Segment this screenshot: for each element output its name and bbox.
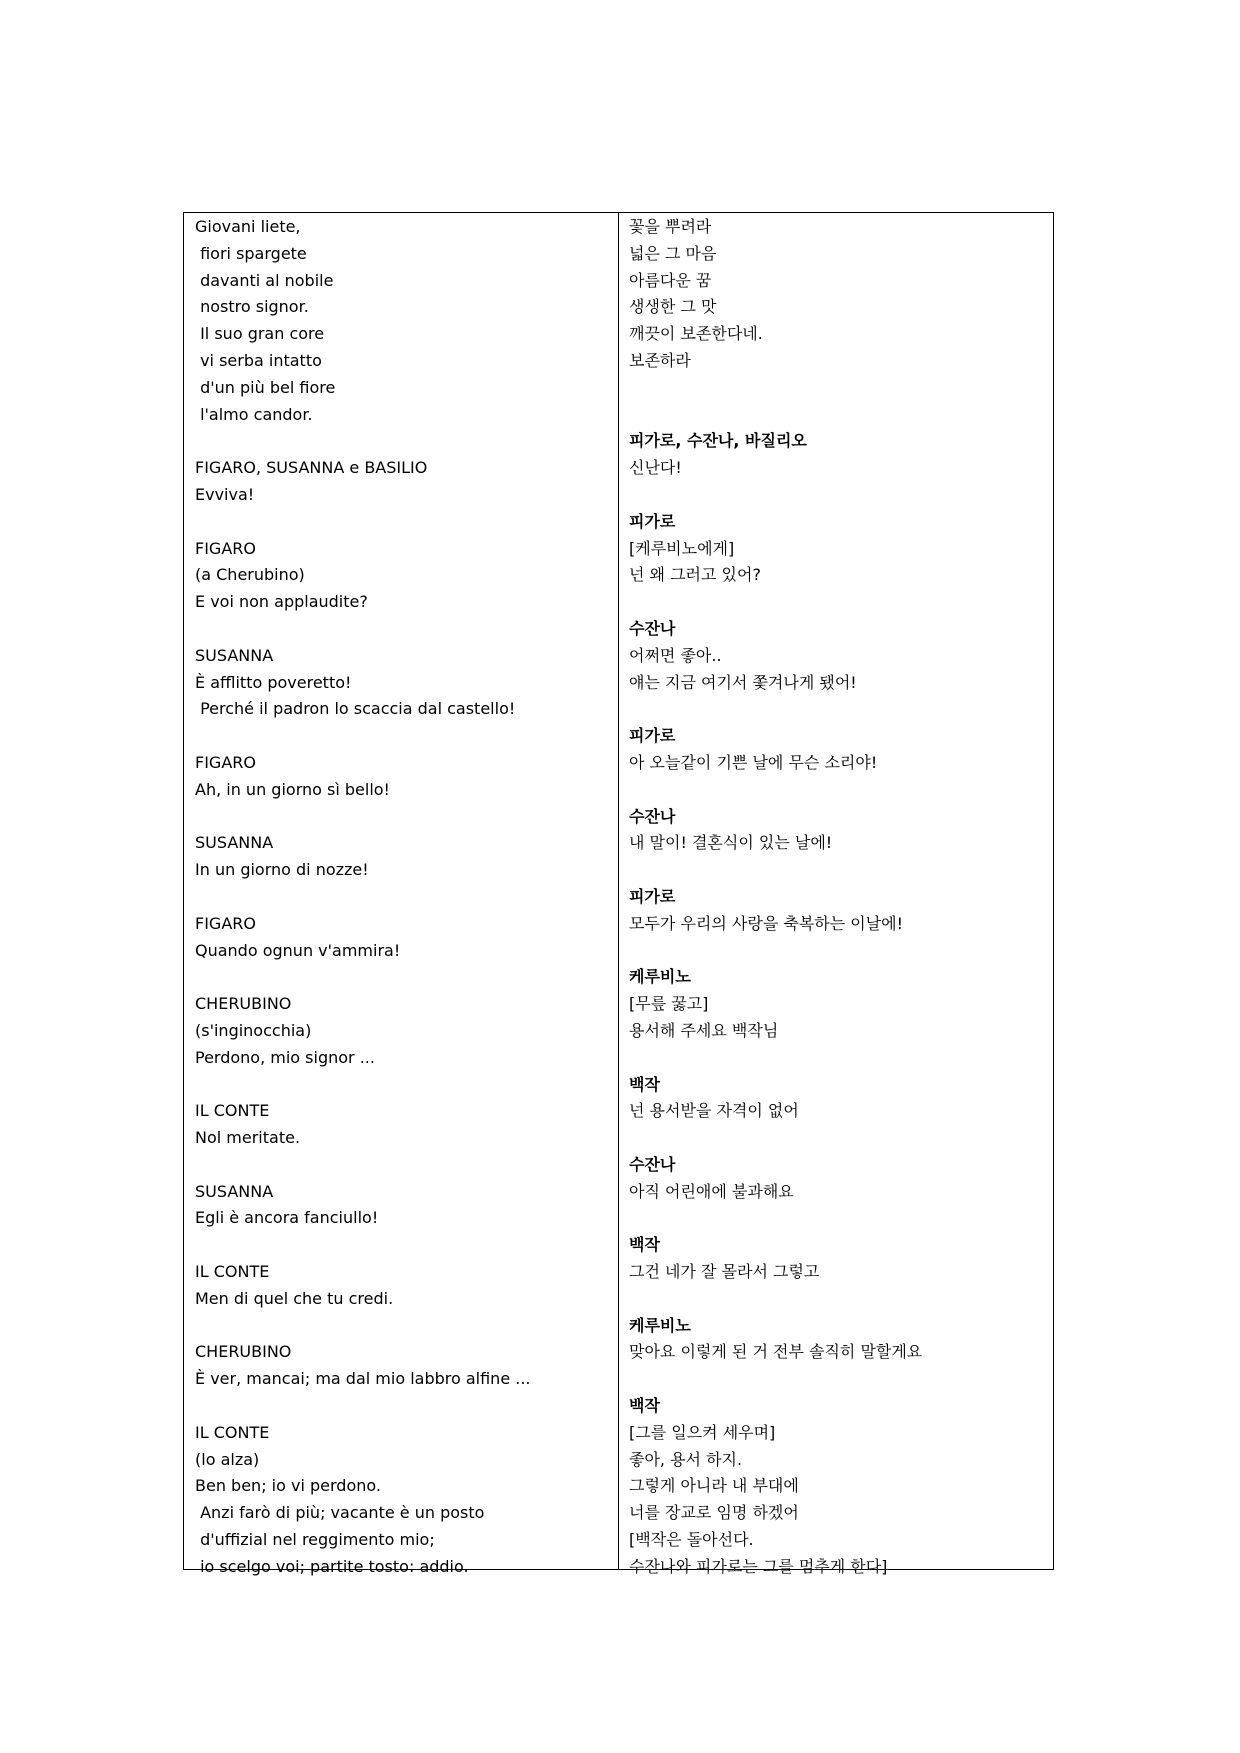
korean-line: 그건 네가 잘 몰라서 그렇고 xyxy=(629,1262,820,1282)
italian-line: Ben ben; io vi perdono. xyxy=(195,1476,381,1496)
italian-line xyxy=(195,616,609,643)
italian-line: d'un più bel fiore xyxy=(195,377,336,397)
korean-line: 생생한 그 맛 xyxy=(629,297,717,317)
italian-line xyxy=(195,1152,609,1179)
italian-line: (a Cherubino) xyxy=(195,565,305,585)
italian-line: FIGARO xyxy=(195,752,256,772)
italian-line: Perdono, mio signor ... xyxy=(195,1047,375,1067)
italian-line: l'almo candor. xyxy=(195,404,313,424)
italian-line xyxy=(195,1072,609,1099)
korean-line: 아 오늘같이 기쁜 날에 무슨 소리야! xyxy=(629,752,878,772)
italian-line: Perché il padron lo scaccia dal castello! xyxy=(195,699,516,719)
korean-speaker: 수잔나 xyxy=(629,1154,676,1174)
korean-line xyxy=(629,696,1044,723)
korean-line xyxy=(629,938,1044,965)
italian-line: IL CONTE xyxy=(195,1101,270,1121)
italian-column xyxy=(184,213,619,1576)
korean-line: 어쩌면 좋아.. xyxy=(629,645,722,665)
italian-line: Evviva! xyxy=(195,484,255,504)
korean-line: 모두가 우리의 사랑을 축복하는 이날에! xyxy=(629,913,904,933)
korean-line xyxy=(629,857,1044,884)
italian-line: davanti al nobile xyxy=(195,270,334,290)
italian-line xyxy=(195,723,609,750)
korean-speaker: 피가로 xyxy=(629,886,676,906)
korean-line: 너를 장교로 임명 하겠어 xyxy=(629,1503,799,1523)
italian-line: FIGARO xyxy=(195,913,256,933)
korean-speaker: 케루비노 xyxy=(629,1315,691,1335)
italian-line xyxy=(195,428,609,455)
italian-line: SUSANNA xyxy=(195,645,274,665)
korean-line xyxy=(629,402,1044,429)
italian-line: SUSANNA xyxy=(195,833,274,853)
italian-line: Anzi farò di più; vacante è un posto xyxy=(195,1503,485,1523)
korean-speaker: 백작 xyxy=(629,1235,660,1255)
italian-line: Il suo gran core xyxy=(195,324,325,344)
korean-line: 꽃을 뿌려라 xyxy=(629,217,712,236)
libretto-table xyxy=(183,212,1054,1576)
italian-line xyxy=(195,964,609,991)
italian-line: È ver, mancai; ma dal mio labbro alfine ... xyxy=(195,1369,531,1389)
korean-line: 깨끗이 보존한다네. xyxy=(629,324,763,344)
italian-line: IL CONTE xyxy=(195,1422,270,1442)
italian-line: d'uffizial nel reggimento mio; xyxy=(195,1530,435,1550)
korean-line xyxy=(629,1045,1044,1072)
italian-line xyxy=(195,804,609,831)
korean-line: 내 말이! 결혼식이 있는 날에! xyxy=(629,833,833,853)
italian-line: E voi non applaudite? xyxy=(195,592,368,612)
korean-line: 아직 어린애에 불과해요 xyxy=(629,1181,794,1201)
italian-line xyxy=(195,509,609,536)
korean-line xyxy=(629,589,1044,616)
korean-line: 좋아, 용서 하지. xyxy=(629,1449,743,1469)
korean-speaker: 수잔나 xyxy=(629,618,676,638)
korean-line xyxy=(629,777,1044,804)
korean-line xyxy=(629,482,1044,509)
italian-line xyxy=(195,1232,609,1259)
italian-line: Nol meritate. xyxy=(195,1128,301,1148)
korean-speaker: 피가로 xyxy=(629,726,676,746)
italian-line: (s'inginocchia) xyxy=(195,1020,312,1040)
korean-line: 수잔나와 피가로는 그를 멈추게 한다] xyxy=(629,1556,888,1576)
korean-line xyxy=(629,1205,1044,1232)
italian-line: fiori spargete xyxy=(195,243,307,263)
korean-line: [케루비노에게] xyxy=(629,538,735,558)
korean-line: 용서해 주세요 백작님 xyxy=(629,1020,779,1040)
korean-speaker: 백작 xyxy=(629,1074,660,1094)
italian-line: FIGARO, SUSANNA e BASILIO xyxy=(195,458,428,478)
italian-line: vi serba intatto xyxy=(195,350,322,370)
korean-line: 얘는 지금 여기서 쫓겨나게 됐어! xyxy=(629,672,857,692)
italian-line: io scelgo voi; partite tosto: addio. xyxy=(195,1556,469,1576)
korean-line: [백작은 돌아선다. xyxy=(629,1530,754,1550)
italian-line: IL CONTE xyxy=(195,1262,270,1282)
italian-line xyxy=(195,884,609,911)
korean-line: [그를 일으켜 세우며] xyxy=(629,1422,776,1442)
italian-line: CHERUBINO xyxy=(195,1342,292,1362)
korean-column xyxy=(619,213,1053,1576)
korean-line xyxy=(629,375,1044,402)
italian-line: (lo alza) xyxy=(195,1449,260,1469)
korean-line xyxy=(629,1366,1044,1393)
korean-line: 신난다! xyxy=(629,458,682,478)
korean-line: 넌 용서받을 자격이 없어 xyxy=(629,1101,799,1121)
korean-speaker: 수잔나 xyxy=(629,806,676,826)
italian-line: In un giorno di nozze! xyxy=(195,860,369,880)
korean-speaker: 백작 xyxy=(629,1396,660,1416)
korean-line: 넓은 그 마음 xyxy=(629,243,717,263)
italian-line: Men di quel che tu credi. xyxy=(195,1288,394,1308)
korean-speaker: 피가로, 수잔나, 바질리오 xyxy=(629,431,807,451)
italian-line: Quando ognun v'ammira! xyxy=(195,940,401,960)
korean-line xyxy=(629,1286,1044,1313)
italian-line: Egli è ancora fanciullo! xyxy=(195,1208,379,1228)
korean-line: 맞아요 이렇게 된 거 전부 솔직히 말할게요 xyxy=(629,1342,923,1362)
korean-line: 보존하라 xyxy=(629,350,691,370)
italian-line: Giovani liete, xyxy=(195,217,301,236)
korean-line: 넌 왜 그러고 있어? xyxy=(629,565,761,585)
italian-line: Ah, in un giorno sì bello! xyxy=(195,779,390,799)
italian-line xyxy=(195,1393,609,1420)
korean-line: 아름다운 꿈 xyxy=(629,270,712,290)
korean-speaker: 케루비노 xyxy=(629,967,691,987)
italian-line: È afflitto poveretto! xyxy=(195,672,352,692)
italian-line xyxy=(195,1313,609,1340)
korean-line: [무릎 꿇고] xyxy=(629,994,709,1014)
italian-line: nostro signor. xyxy=(195,297,309,317)
italian-line: CHERUBINO xyxy=(195,994,292,1014)
korean-line: 그렇게 아니라 내 부대에 xyxy=(629,1476,799,1496)
italian-line: SUSANNA xyxy=(195,1181,274,1201)
korean-speaker: 피가로 xyxy=(629,511,676,531)
italian-line: FIGARO xyxy=(195,538,256,558)
korean-line xyxy=(629,1125,1044,1152)
